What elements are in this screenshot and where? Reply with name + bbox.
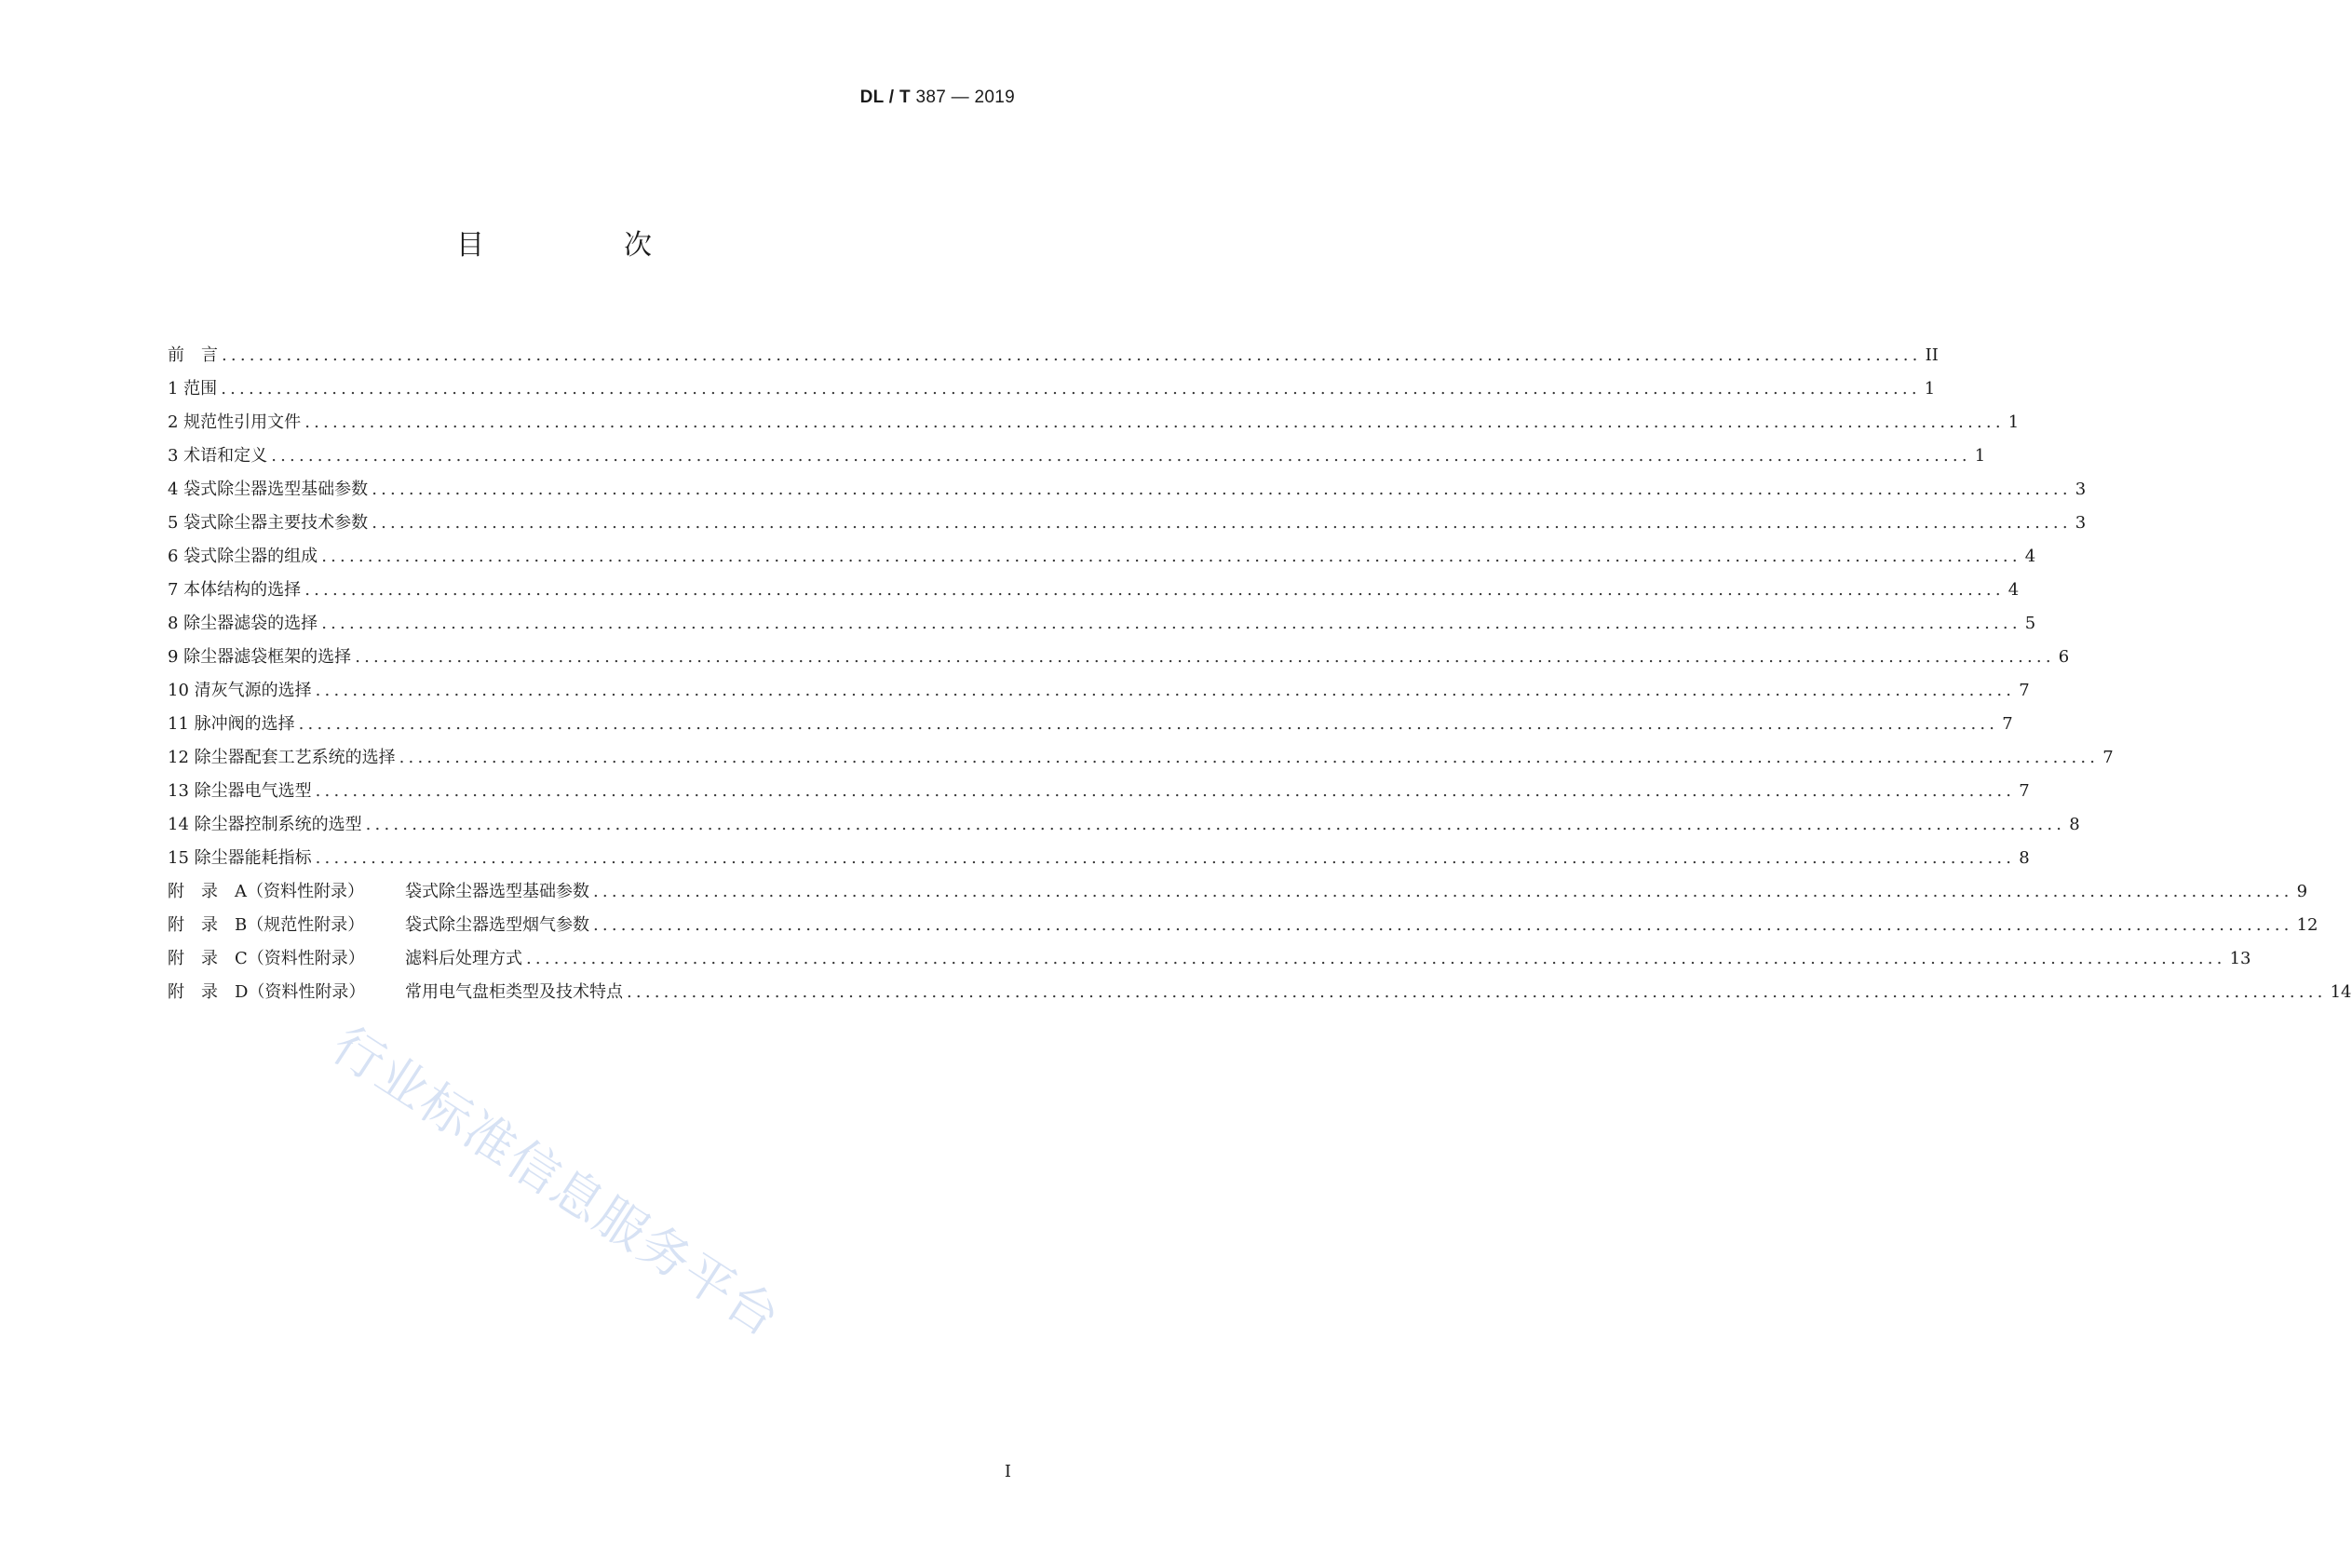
dot-leader: ........................................................................................................................................................................................ (627, 982, 2327, 1002)
toc-entry-title: 1 范围 (168, 379, 218, 399)
toc-page-number: 4 (2007, 580, 2020, 600)
appendix-title: 袋式除尘器选型基础参数 (405, 882, 589, 901)
toc-appendix-label (168, 909, 589, 942)
toc-page-number: 5 (2024, 614, 2036, 633)
standard-code (860, 88, 1015, 108)
toc-appendix-label (168, 942, 522, 976)
dot-leader: ........................................................................................................................................................................................ (593, 915, 2293, 935)
toc-entry[interactable] (168, 574, 2020, 607)
dot-leader: ........................................................................................................................................................................................ (365, 815, 2066, 834)
dot-leader: ........................................................................................................................................................................................ (222, 345, 1922, 365)
toc-entry-title: 6 袋式除尘器的组成 (168, 547, 318, 566)
appendix-title: 常用电气盘柜类型及技术特点 (405, 982, 623, 1002)
standard-code-prefix: DL / T (859, 88, 911, 107)
dot-leader: ........................................................................................................................................................................................ (526, 949, 2226, 968)
dot-leader: ........................................................................................................................................................................................ (304, 412, 2005, 432)
toc-entry[interactable] (168, 808, 2080, 842)
toc-entry-title: 前 言 (168, 345, 218, 365)
toc-page-number: 7 (2002, 714, 2013, 734)
dot-leader: ........................................................................................................................................................................................ (315, 848, 2016, 868)
dot-leader: ........................................................................................................................................................................................ (372, 480, 2072, 499)
dot-leader: ........................................................................................................................................................................................ (304, 580, 2005, 600)
toc-page-number: II (1925, 345, 1939, 365)
toc-entry-title: 4 袋式除尘器选型基础参数 (168, 480, 369, 499)
dot-leader: ........................................................................................................................................................................................ (315, 681, 2016, 700)
appendix-heading: 附 录 C（资料性附录） (168, 949, 365, 968)
dot-leader: ........................................................................................................................................................................................ (321, 547, 2021, 566)
dot-leader: ........................................................................................................................................................................................ (372, 513, 2072, 533)
toc-entry[interactable] (168, 339, 1939, 372)
dot-leader: ........................................................................................................................................................................................ (298, 714, 1999, 734)
toc-entry[interactable] (168, 741, 2114, 775)
toc-entry[interactable] (168, 708, 2013, 741)
toc-entry[interactable] (168, 607, 2036, 641)
toc-page-number: 14 (2330, 982, 2352, 1002)
toc-page-number: 12 (2296, 915, 2318, 935)
watermark-text: 行业标准信息服务平台 (321, 1015, 791, 1349)
toc-page-number: 7 (2102, 748, 2114, 767)
toc-entry[interactable] (168, 372, 1936, 406)
toc-entry-title: 15 除尘器能耗指标 (168, 848, 312, 868)
dot-leader: ........................................................................................................................................................................................ (355, 647, 2055, 667)
toc-appendix-entry[interactable] (168, 909, 2318, 942)
toc-title: 目 次 (456, 229, 708, 262)
toc-entry[interactable] (168, 775, 2030, 808)
toc-entry[interactable] (168, 641, 2070, 674)
toc-page-number: 8 (2069, 815, 2080, 834)
toc-entry[interactable] (168, 439, 1986, 473)
toc-entry-title: 7 本体结构的选择 (168, 580, 302, 600)
toc-page-number: 7 (2019, 681, 2030, 700)
toc-entry-title: 3 术语和定义 (168, 446, 268, 466)
toc-page-number: 1 (1924, 379, 1936, 399)
toc-entry-title: 13 除尘器电气选型 (168, 781, 312, 801)
toc-page-number: 6 (2058, 647, 2070, 667)
toc-page-number: 9 (2296, 882, 2308, 901)
toc-entry-title: 8 除尘器滤袋的选择 (168, 614, 318, 633)
toc-page-number: 1 (2007, 412, 2020, 432)
toc-entry[interactable] (168, 406, 2020, 439)
toc-appendix-label (168, 976, 623, 1009)
toc-entry[interactable] (168, 473, 2087, 507)
dot-leader: ........................................................................................................................................................................................ (271, 446, 1971, 466)
appendix-title: 滤料后处理方式 (405, 949, 522, 968)
appendix-heading: 附 录 B（规范性附录） (168, 915, 365, 935)
standard-code-number: 387 — 2019 (915, 88, 1015, 107)
toc-page-number: 13 (2229, 949, 2251, 968)
toc-entry-title: 12 除尘器配套工艺系统的选择 (168, 748, 396, 767)
toc-entry-title: 14 除尘器控制系统的选型 (168, 815, 362, 834)
toc-page-number: 3 (2075, 513, 2087, 533)
dot-leader: ........................................................................................................................................................................................ (593, 882, 2293, 901)
toc-appendix-entry[interactable] (168, 976, 2352, 1009)
page-number: I (1004, 1462, 1011, 1481)
appendix-heading: 附 录 D（资料性附录） (168, 982, 366, 1002)
dot-leader: ........................................................................................................................................................................................ (315, 781, 2016, 801)
appendix-title: 袋式除尘器选型烟气参数 (405, 915, 589, 935)
toc-entry[interactable] (168, 674, 2030, 708)
toc-entry-title: 2 规范性引用文件 (168, 412, 302, 432)
toc-page-number: 7 (2019, 781, 2030, 801)
toc-page-number: 4 (2024, 547, 2036, 566)
appendix-heading: 附 录 A（资料性附录） (168, 882, 364, 901)
toc-appendix-entry[interactable] (168, 875, 2308, 909)
toc-entry-title: 11 脉冲阀的选择 (168, 714, 295, 734)
dot-leader: ........................................................................................................................................................................................ (399, 748, 2100, 767)
toc-entry-title: 9 除尘器滤袋框架的选择 (168, 647, 352, 667)
toc-entry-title: 10 清灰气源的选择 (168, 681, 312, 700)
toc-page-number: 8 (2019, 848, 2030, 868)
toc-entry[interactable] (168, 842, 2030, 875)
toc-entry[interactable] (168, 540, 2036, 574)
toc-list (168, 339, 2352, 1009)
toc-appendix-label (168, 875, 589, 909)
toc-page-number: 3 (2075, 480, 2087, 499)
toc-appendix-entry[interactable] (168, 942, 2251, 976)
toc-entry[interactable] (168, 507, 2087, 540)
dot-leader: ........................................................................................................................................................................................ (321, 614, 2021, 633)
dot-leader: ........................................................................................................................................................................................ (221, 379, 1921, 399)
toc-page-number: 1 (1974, 446, 1986, 466)
toc-entry-title: 5 袋式除尘器主要技术参数 (168, 513, 369, 533)
